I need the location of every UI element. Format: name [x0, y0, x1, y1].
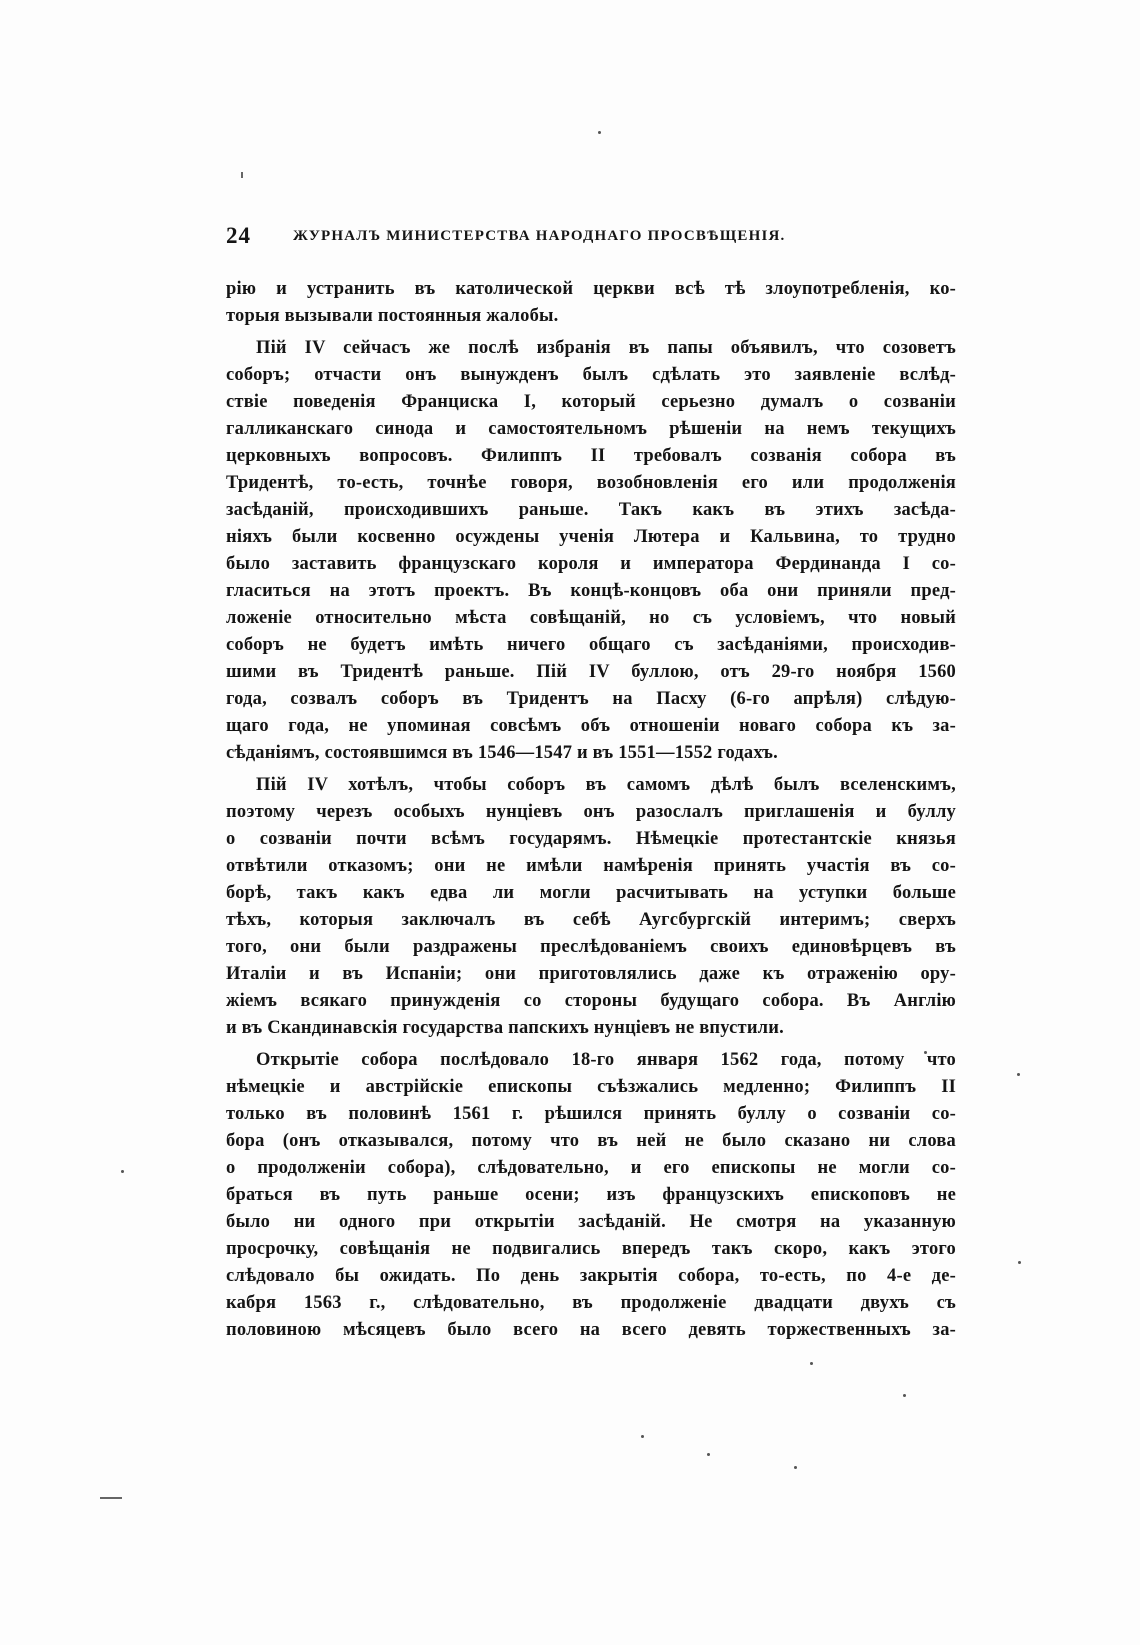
- text-line: года, созвалъ соборъ въ Тридентъ на Пасху (6-го апрѣля) слѣдую-: [226, 689, 956, 709]
- text-line: половиною мѣсяцевъ было всего на всего девять торжественныхъ за-: [226, 1320, 956, 1340]
- scan-speck: [810, 1362, 813, 1365]
- text-line: рію и устранить въ католической церкви всѣ тѣ злоупотребленія, ко-: [226, 279, 956, 299]
- text-line: щаго года, не упоминая совсѣмъ объ отношеніи новаго собора къ за-: [226, 716, 956, 736]
- scan-speck: [598, 131, 601, 134]
- scan-speck: [794, 1466, 797, 1469]
- text-line: слѣдовало бы ожидать. По день закрытія собора, то-есть, по 4-е де-: [226, 1266, 956, 1286]
- text-line: просрочку, совѣщанія не подвигались впередъ такъ скоро, какъ этого: [226, 1239, 956, 1259]
- text-line: торыя вызывали постоянныя жалобы.: [226, 306, 559, 326]
- text-line: жіемъ всякаго принужденія со стороны будущаго собора. Въ Англію: [226, 991, 956, 1011]
- text-line: шими въ Тридентѣ раньше. Пій IV буллою, отъ 29-го ноября 1560: [226, 662, 956, 682]
- scan-speck: [121, 1170, 124, 1173]
- text-line: галликанскаго синода и самостоятельномъ рѣшеніи на немъ текущихъ: [226, 419, 956, 439]
- page-header: [226, 221, 956, 251]
- text-line: ложеніе относительно мѣста совѣщаній, но съ условіемъ, что новый: [226, 608, 956, 628]
- text-line: того, они были раздражены преслѣдованіемъ своихъ единовѣрцевъ въ: [226, 937, 956, 957]
- text-line: только въ половинѣ 1561 г. рѣшился принять буллу о созваніи со-: [226, 1104, 956, 1124]
- text-line: и въ Скандинавскія государства папскихъ нунціевъ не впустили.: [226, 1018, 784, 1038]
- text-line: Италіи и въ Испаніи; они приготовлялись даже къ отраженію ору-: [226, 964, 956, 984]
- text-line: засѣданій, происходившихъ раньше. Такъ какъ въ этихъ засѣда-: [226, 500, 956, 520]
- text-line: сѣданіямъ, состоявшимся въ 1546—1547 и въ 1551—1552 годахъ.: [226, 743, 778, 763]
- text-line: о продолженіи собора), слѣдовательно, и его епископы не могли со-: [226, 1158, 956, 1178]
- text-line: ніяхъ были косвенно осуждены ученія Лютера и Кальвина, то трудно: [226, 527, 956, 547]
- text-line: Тридентѣ, то-есть, точнѣе говоря, возобновленія его или продолженія: [226, 473, 956, 493]
- text-line: Открытіе собора послѣдовало 18-го января 1562 года, потому что: [256, 1050, 956, 1070]
- text-line: соборъ; отчасти онъ вынужденъ былъ сдѣлать это заявленіе вслѣд-: [226, 365, 956, 385]
- scan-speck: [1018, 1261, 1021, 1264]
- body-text: [226, 276, 956, 1344]
- text-line: Пій IV хотѣлъ, чтобы соборъ въ самомъ дѣлѣ былъ вселенскимъ,: [256, 775, 956, 795]
- scan-mark: [100, 1497, 122, 1499]
- text-line: ствіе поведенія Франциска I, который серьезно думалъ о созваніи: [226, 392, 956, 412]
- running-title: ЖУРНАЛЪ МИНИСТЕРСТВА НАРОДНАГО ПРОСВѢЩЕНІЯ.: [293, 228, 786, 244]
- text-line: тѣхъ, которыя заключалъ въ себѣ Аугсбургскій интеримъ; сверхъ: [226, 910, 956, 930]
- text-line: соборъ не будетъ имѣть ничего общаго съ засѣданіями, происходив-: [226, 635, 956, 655]
- scan-speck: [707, 1453, 710, 1456]
- text-line: гласиться на этотъ проектъ. Въ концѣ-концовъ оба они приняли пред-: [226, 581, 956, 601]
- scan-mark: [241, 172, 243, 178]
- text-line: о созваніи почти всѣмъ государямъ. Нѣмецкіе протестантскіе князья: [226, 829, 956, 849]
- text-line: борѣ, такъ какъ едва ли могли расчитывать на уступки больше: [226, 883, 956, 903]
- text-line: кабря 1563 г., слѣдовательно, въ продолженіе двадцати двухъ съ: [226, 1293, 956, 1313]
- text-line: было ни одного при открытіи засѣданій. Не смотря на указанную: [226, 1212, 956, 1232]
- text-line: было заставить французскаго короля и императора Фердинанда I со-: [226, 554, 956, 574]
- text-line: поэтому черезъ особыхъ нунціевъ онъ разослалъ приглашенія и буллу: [226, 802, 956, 822]
- scan-speck: [1017, 1073, 1020, 1076]
- text-line: бора (онъ отказывался, потому что въ ней не было сказано ни слова: [226, 1131, 956, 1151]
- text-line: церковныхъ вопросовъ. Филиппъ II требовалъ созванія собора въ: [226, 446, 956, 466]
- text-line: Пій IV сейчасъ же послѣ избранія въ папы объявилъ, что созоветъ: [256, 338, 956, 358]
- page-number: 24: [226, 223, 251, 248]
- scan-speck: [903, 1394, 906, 1397]
- text-line: отвѣтили отказомъ; они не имѣли намѣренія принять участія въ со-: [226, 856, 956, 876]
- text-line: нѣмецкіе и австрійскіе епископы съѣзжались медленно; Филиппъ II: [226, 1077, 956, 1097]
- text-line: браться въ путь раньше осени; изъ французскихъ епископовъ не: [226, 1185, 956, 1205]
- scan-speck: [641, 1435, 644, 1438]
